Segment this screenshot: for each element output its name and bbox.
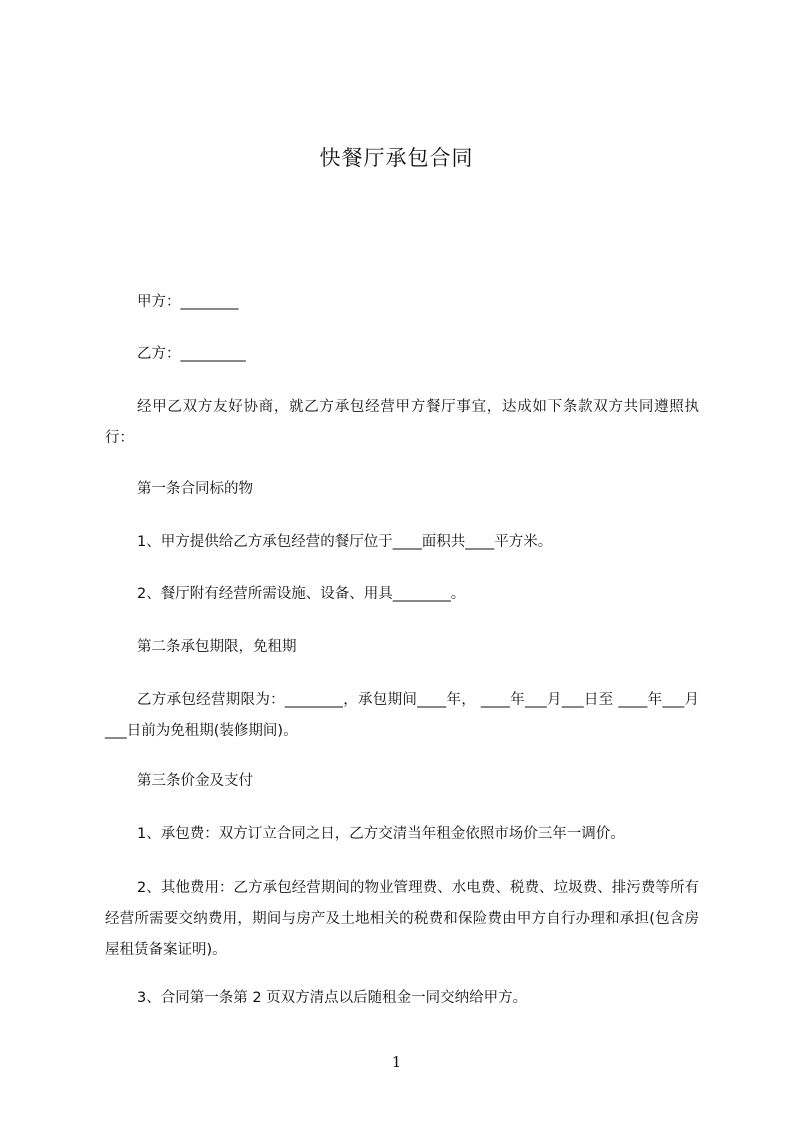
article3-item1: 1、承包费：双方订立合同之日，乙方交清当年租金依照市场价三年一调价。 [137,826,625,842]
article1-heading: 第一条合同标的物 [137,481,253,497]
preamble-paragraph: 经甲乙双方友好协商，就乙方承包经营甲方餐厅事宜，达成如下条款双方共同遵照执行： [105,399,699,446]
article1-item2: 2、餐厅附有经营所需设施、设备、用具________。 [137,586,466,602]
article2-heading: 第二条承包期限，免租期 [137,639,297,655]
party-b-line: 乙方：_________ [137,346,246,362]
article2-paragraph: 乙方承包经营期限为：________，承包期间____年， ____年___月___日至 ____年___月___日前为免租期(装修期间)。 [105,692,699,739]
party-a-line: 甲方：________ [137,294,239,310]
article3-item3: 3、合同第一条第 2 页双方清点以后随租金一同交纳给甲方。 [137,990,528,1006]
page-title: 快餐厅承包合同 [319,146,474,170]
article3-heading: 第三条价金及支付 [137,773,253,789]
article3-item2-paragraph: 2、其他费用：乙方承包经营期间的物业管理费、水电费、税费、垃圾费、排污费等所有经营所需要交纳费用，期间与房产及土地相关的税费和保险费由甲方自行办理和承担(包含房屋租赁备案证明)。 [105,880,699,958]
page-number: 1 [391,1053,402,1071]
article1-item1: 1、甲方提供给乙方承包经营的餐厅位于____面积共____平方米。 [137,534,553,550]
